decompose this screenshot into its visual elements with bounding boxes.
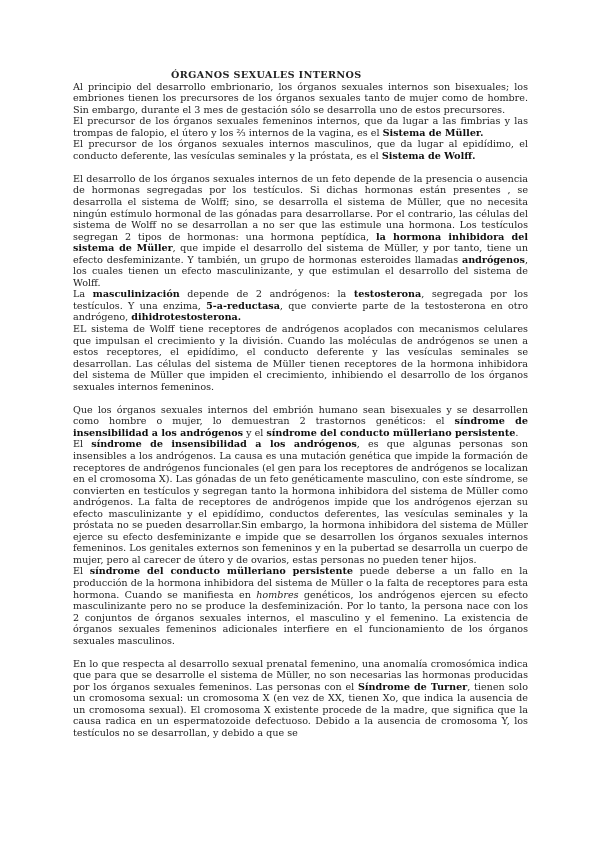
text-run: , tienen solo un cromosoma sexual: un cromosoma X (en vez de XX, tienen Xo, que indica la ausencia de un cromosoma sexual). El cromosoma X existente procede de la madre, que significa que la causa radica en un espermatozoide defectuoso. Debido a la ausencia de cromosoma Y, los testículos no se desarrollan, y debido a que se <box>73 681 528 740</box>
text-run: depende de 2 andrógenos: la <box>179 289 354 301</box>
text-run: . <box>515 427 519 439</box>
text-run: , segregada por los testículos. Y una enzima, <box>73 289 529 312</box>
document-title: ÓRGANOS SEXUALES INTERNOS <box>171 70 362 81</box>
text-run: puede deberse a un fallo en la producción de la hormona inhibidora del sistema de Müller o la falta de receptores para esta hormona. Cuando se manifiesta en <box>73 566 528 601</box>
paragraph <box>73 324 528 393</box>
paragraph <box>73 139 528 162</box>
text-run: El <box>73 439 92 451</box>
paragraph-gap <box>73 393 528 405</box>
text-run: Que los órganos sexuales internos del embrión humano sean bisexuales y se desarrollen como hombre o mujer, lo demuestran 2 trastornos genéticos: el <box>73 404 528 428</box>
paragraph <box>73 566 528 647</box>
text-run: El precursor de los órganos sexuales femeninos internos, que da lugar a las fimbrias y las trompas de falopio, el útero y los ⅔ internos de la vagina, es el <box>73 116 528 139</box>
paragraph <box>73 659 528 740</box>
text-run: El <box>73 566 90 578</box>
text-run: Al principio del desarrollo embrionario, los órganos sexuales internos son bisexuales; los embriones tienen los precursores de los órganos sexuales tanto de mujer como de hombre. Sin embargo, durante el 3 mes de gestación sólo se desarrolla uno de estos precursores. <box>73 81 528 116</box>
text-run: La <box>73 289 93 301</box>
text-run: EL sistema de Wolff tiene receptores de andrógenos acoplados con mecanismos celulares que impulsan el crecimiento y la división. Cuando las moléculas de andrógenos se unen a estos receptores, el epidídimo, el conducto deferente y las vesículas seminales se desarrollan. Las células del sistema de Müller tienen receptores de la hormona inhibidora del sistema de Müller que impiden el crecimiento, inhibiendo el desarrollo de los órganos sexuales internos femeninos. <box>73 323 528 393</box>
paragraph <box>73 439 528 566</box>
document-body <box>73 82 528 740</box>
paragraph <box>73 289 528 324</box>
bold-term: Sistema de Müller. <box>382 127 484 139</box>
text-run: , que impide el desarrollo del sistema de Müller, y por tanto, tiene un efecto desfeminizante. Y también, un grupo de hormonas esteroides llamadas <box>73 243 528 266</box>
italic-term: hombres <box>256 589 299 601</box>
paragraph <box>73 174 528 289</box>
paragraph <box>73 116 528 139</box>
paragraph <box>73 405 528 440</box>
bold-term: síndrome de insensibilidad a los andrógenos <box>91 439 357 451</box>
text-run: En lo que respecta al desarrollo sexual prenatal femenino, una anomalía cromosómica indica que para que se desarrolle el sistema de Müller, no son necesarias las hormonas producidas por los órganos sexuales femeninos. Las personas con el <box>73 658 528 693</box>
paragraph-gap <box>73 647 528 659</box>
paragraph <box>73 82 528 117</box>
bold-term: la hormona inhibidora del sistema de Müller <box>73 231 528 255</box>
text-run: , que convierte parte de la testosterona en otro andrógeno, <box>73 300 528 324</box>
bold-term: Síndrome de Turner <box>357 681 468 693</box>
text-run: y el <box>243 427 267 439</box>
text-run: genéticos, los andrógenos ejercen su efecto masculinizante pero no se produce la desfeminización. Por lo tanto, la persona nace con los 2 conjuntos de órganos sexuales internos, el masculino y el femenino. La existencia de órganos sexuales femeninos adicionales interfiere en el funcionamiento de los órganos sexuales masculinos. <box>73 589 528 647</box>
bold-term: testosterona <box>353 289 422 301</box>
bold-term: síndrome del conducto mülleriano persistente <box>89 566 354 578</box>
bold-term: 5-a-reductasa <box>206 300 280 312</box>
bold-term: dihidrotestosterona. <box>131 312 242 324</box>
document-page <box>73 70 528 740</box>
bold-term: síndrome de insensibilidad a los andrógenos <box>73 416 528 439</box>
bold-term: síndrome del conducto mülleriano persistente <box>266 427 516 439</box>
bold-term: masculinización <box>92 289 180 301</box>
text-run: El precursor de los órganos sexuales internos masculinos, que da lugar al epidídimo, el conducto deferente, las vesículas seminales y la próstata, es el <box>73 139 528 162</box>
text-run: El desarrollo de los órganos sexuales internos de un feto depende de la presencia o ausencia de hormonas segregadas por los testículos. Si dichas hormonas están presentes , se desarrolla el sistema de Wolff; sino, se desarrolla el sistema de Müller, que no necesita ningún estímulo hormonal de las gónadas para desarrollarse. Por el contrario, las células del sistema de Wolff no se desarrollan a no ser que las estimule una hormona. Los testículos segregan 2 tipos de hormonas: una hormona peptídica, <box>73 173 528 243</box>
bold-term: andrógenos <box>461 254 525 266</box>
paragraph-gap <box>73 162 528 174</box>
text-run: , es que algunas personas son insensibles a los andrógenos. La causa es una mutación genética que impide la formación de receptores de andrógenos funcionales (el gen para los receptores de andrógenos se localizan en el cromosoma X). Las gónadas de un feto genéticamente masculino, con este síndrome, se convierten en testículos y segregan tanto la hormona inhibidora del sistema de Müller como andrógenos. La falta de receptores de andrógenos impide que los andrógenos ejerzan su efecto masculinizante y el epidídimo, conductos deferentes, las vesículas seminales y la próstata no se pueden desarrollar.Sin embargo, la hormona inhibidora del sistema de Müller ejerce su efecto desfeminizante e impide que se desarrollen los órganos sexuales internos femeninos. Los genitales externos son femeninos y en la pubertad se desarrolla un cuerpo de mujer, pero al carecer de útero y de ovarios, estas personas no pueden tener hijos. <box>73 439 528 566</box>
text-run: , los cuales tienen un efecto masculinizante, y que estimulan el desarrollo del sistema de Wolff. <box>73 254 528 289</box>
bold-term: Sistema de Wolff. <box>381 150 476 162</box>
